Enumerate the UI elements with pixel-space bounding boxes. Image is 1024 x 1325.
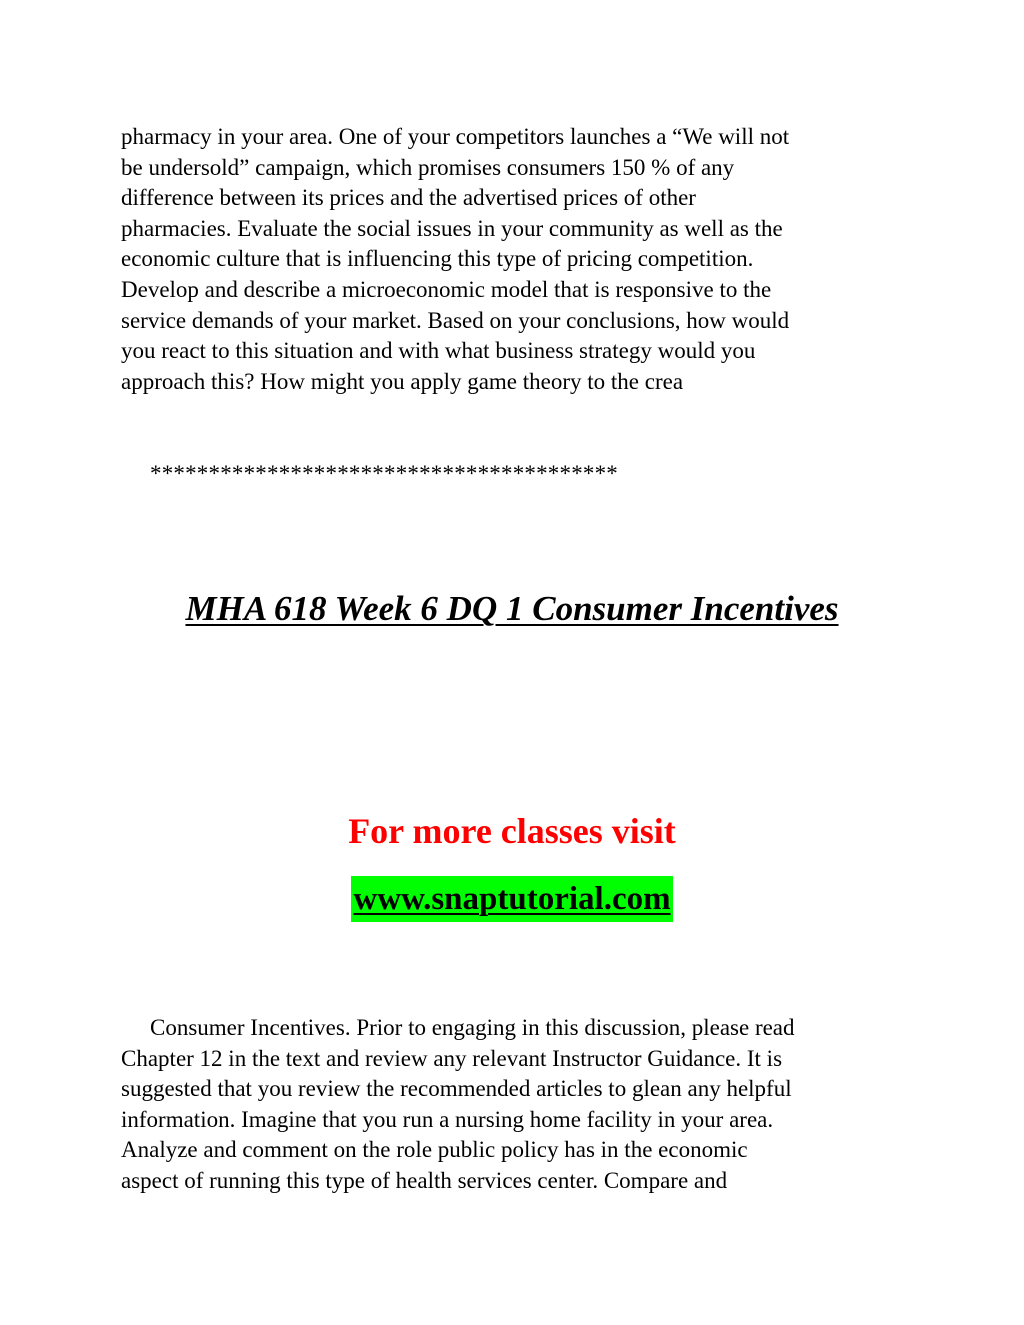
paragraph-line: be undersold” campaign, which promises consumers 150 % of any <box>121 154 735 180</box>
paragraph-line: difference between its prices and the advertised prices of other <box>121 185 696 211</box>
paragraph-line: approach this? How might you apply game theory to the crea <box>121 368 684 394</box>
promo-link-container <box>0 876 1024 922</box>
paragraph-line: Chapter 12 in the text and review any relevant Instructor Guidance. It is <box>121 1045 783 1071</box>
paragraph-line: pharmacies. Evaluate the social issues in your community as well as the <box>121 215 783 241</box>
paragraph-line: pharmacy in your area. One of your competitors launches a “We will not <box>121 124 790 149</box>
paragraph-line: you react to this situation and with what business strategy would you <box>121 338 756 364</box>
paragraph-line: Analyze and comment on the role public policy has in the economic <box>121 1137 748 1163</box>
paragraph-line: information. Imagine that you run a nursing home facility in your area. <box>121 1106 774 1132</box>
paragraph-line: service demands of your market. Based on your conclusions, how would <box>121 307 790 333</box>
paragraph-line: aspect of running this type of health services center. Compare and <box>121 1167 728 1193</box>
paragraph-line: Develop and describe a microeconomic model that is responsive to the <box>121 276 772 302</box>
course-title-heading: MHA 618 Week 6 DQ 1 Consumer Incentives <box>185 589 839 628</box>
top-paragraph <box>121 122 921 397</box>
paragraph-line: Consumer Incentives. Prior to engaging in this discussion, please read <box>150 1015 795 1040</box>
paragraph-line: economic culture that is influencing this type of pricing competition. <box>121 246 754 272</box>
promo-text: For more classes visit <box>348 811 676 851</box>
paragraph-line: suggested that you review the recommended articles to glean any helpful <box>121 1076 792 1102</box>
bottom-paragraph <box>121 1013 921 1197</box>
snaptutorial-link[interactable]: www.snaptutorial.com <box>351 876 672 922</box>
asterisk-separator: **************************************** <box>150 461 618 486</box>
